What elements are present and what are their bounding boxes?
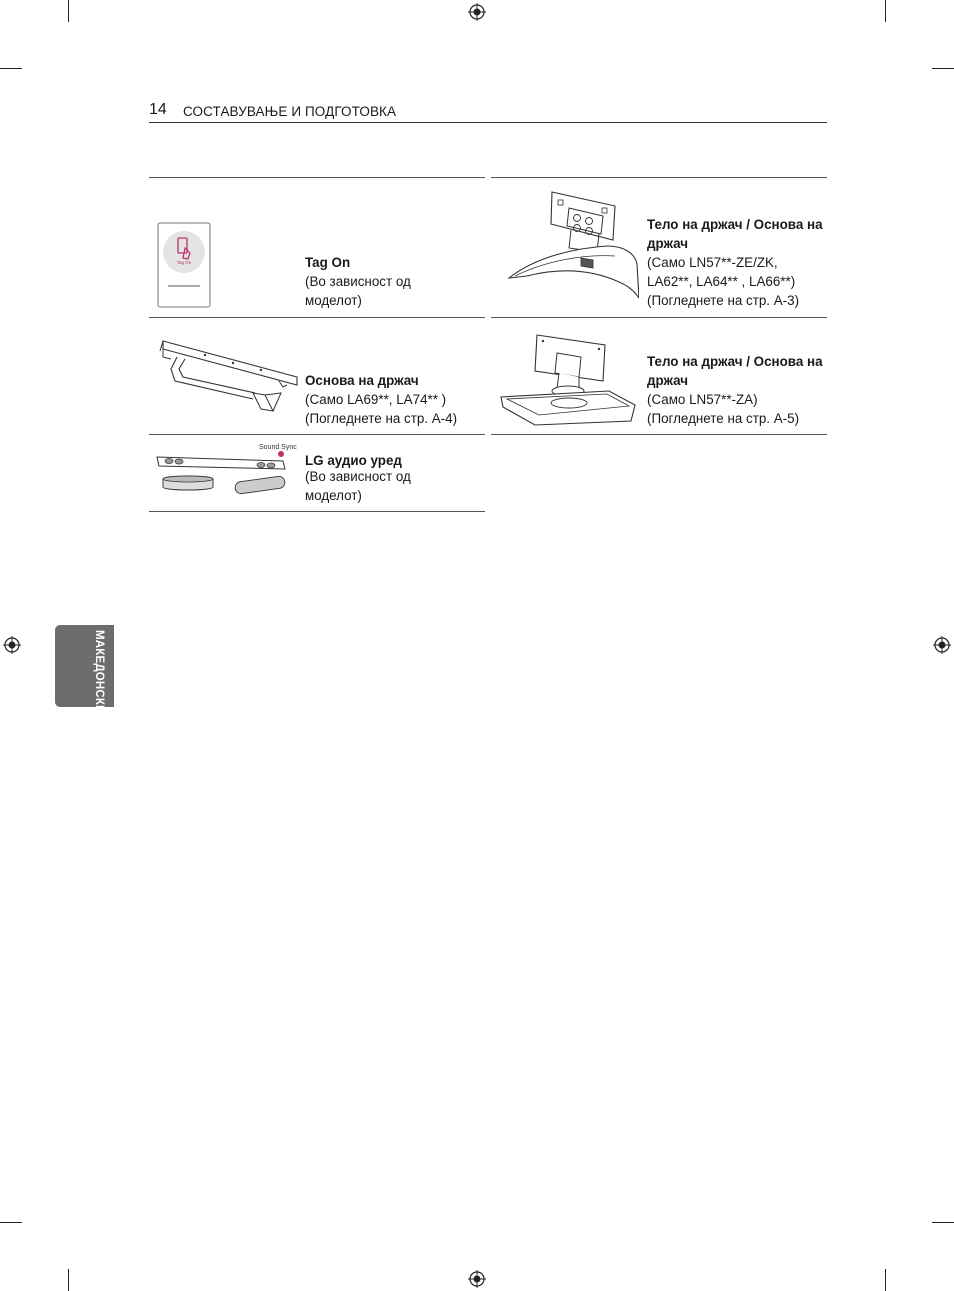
item-line: (Само LN57**-ZA) [647,392,758,407]
registration-mark-icon [3,636,21,654]
item-description [305,253,485,310]
page-number: 14 [149,101,167,118]
stand-body-base-flat-icon [499,331,639,431]
registration-mark-icon [468,3,486,21]
crop-mark [68,1269,69,1291]
stand-base-frame-icon [157,337,301,417]
section-title: СОСТАВУВАЊЕ И ПОДГОТОВКА [183,104,397,119]
item-line: моделот) [305,488,362,503]
item-line: (Во зависност од [305,469,411,484]
item-title: Основа на држач [305,373,419,388]
crop-mark [932,1222,954,1223]
crop-mark [932,68,954,69]
sound-bar-icon [155,439,297,497]
item-line: (Само LA69**, LA74** ) [305,392,447,407]
stand-body-base-curved-icon [507,188,639,308]
item-description [305,451,485,505]
crop-mark [885,1269,886,1291]
item-line: (Во зависност од [305,274,411,289]
item-description [647,215,825,310]
item-line: моделот) [305,293,362,308]
tag-on-card-icon [157,222,211,308]
item-line: (Погледнете на стр. А-4) [305,411,458,426]
item-title: Тело на држач / Основа на држач [647,354,823,388]
crop-mark [0,1222,22,1223]
item-description [305,371,485,428]
crop-mark [0,68,22,69]
item-line: (Погледнете на стр. А-3) [647,293,800,308]
accessory-item [491,317,827,435]
item-line: (Само LN57**-ZE/ZK, [647,255,778,270]
crop-mark [885,0,886,22]
language-tab [55,625,114,714]
registration-mark-icon [468,1270,486,1288]
item-description [647,352,825,428]
crop-mark [68,0,69,22]
sound-sync-label: Sound Sync [259,444,297,451]
accessory-item [149,177,485,318]
accessory-item [149,317,485,435]
item-title: Тело на држач / Основа на држач [647,217,823,251]
item-title: Tag On [305,255,351,270]
accessory-item [491,177,827,318]
item-line: (Погледнете на стр. А-5) [647,411,800,426]
tag-on-label: Tag On [176,260,192,265]
page-header [149,100,827,123]
registration-mark-icon [933,636,951,654]
language-tab-label: МАКЕДОНСКИ [93,630,105,714]
accessory-item [149,435,485,512]
item-title: LG аудио уред [305,453,402,468]
item-line: LA62**, LA64** , LA66**) [647,274,796,289]
